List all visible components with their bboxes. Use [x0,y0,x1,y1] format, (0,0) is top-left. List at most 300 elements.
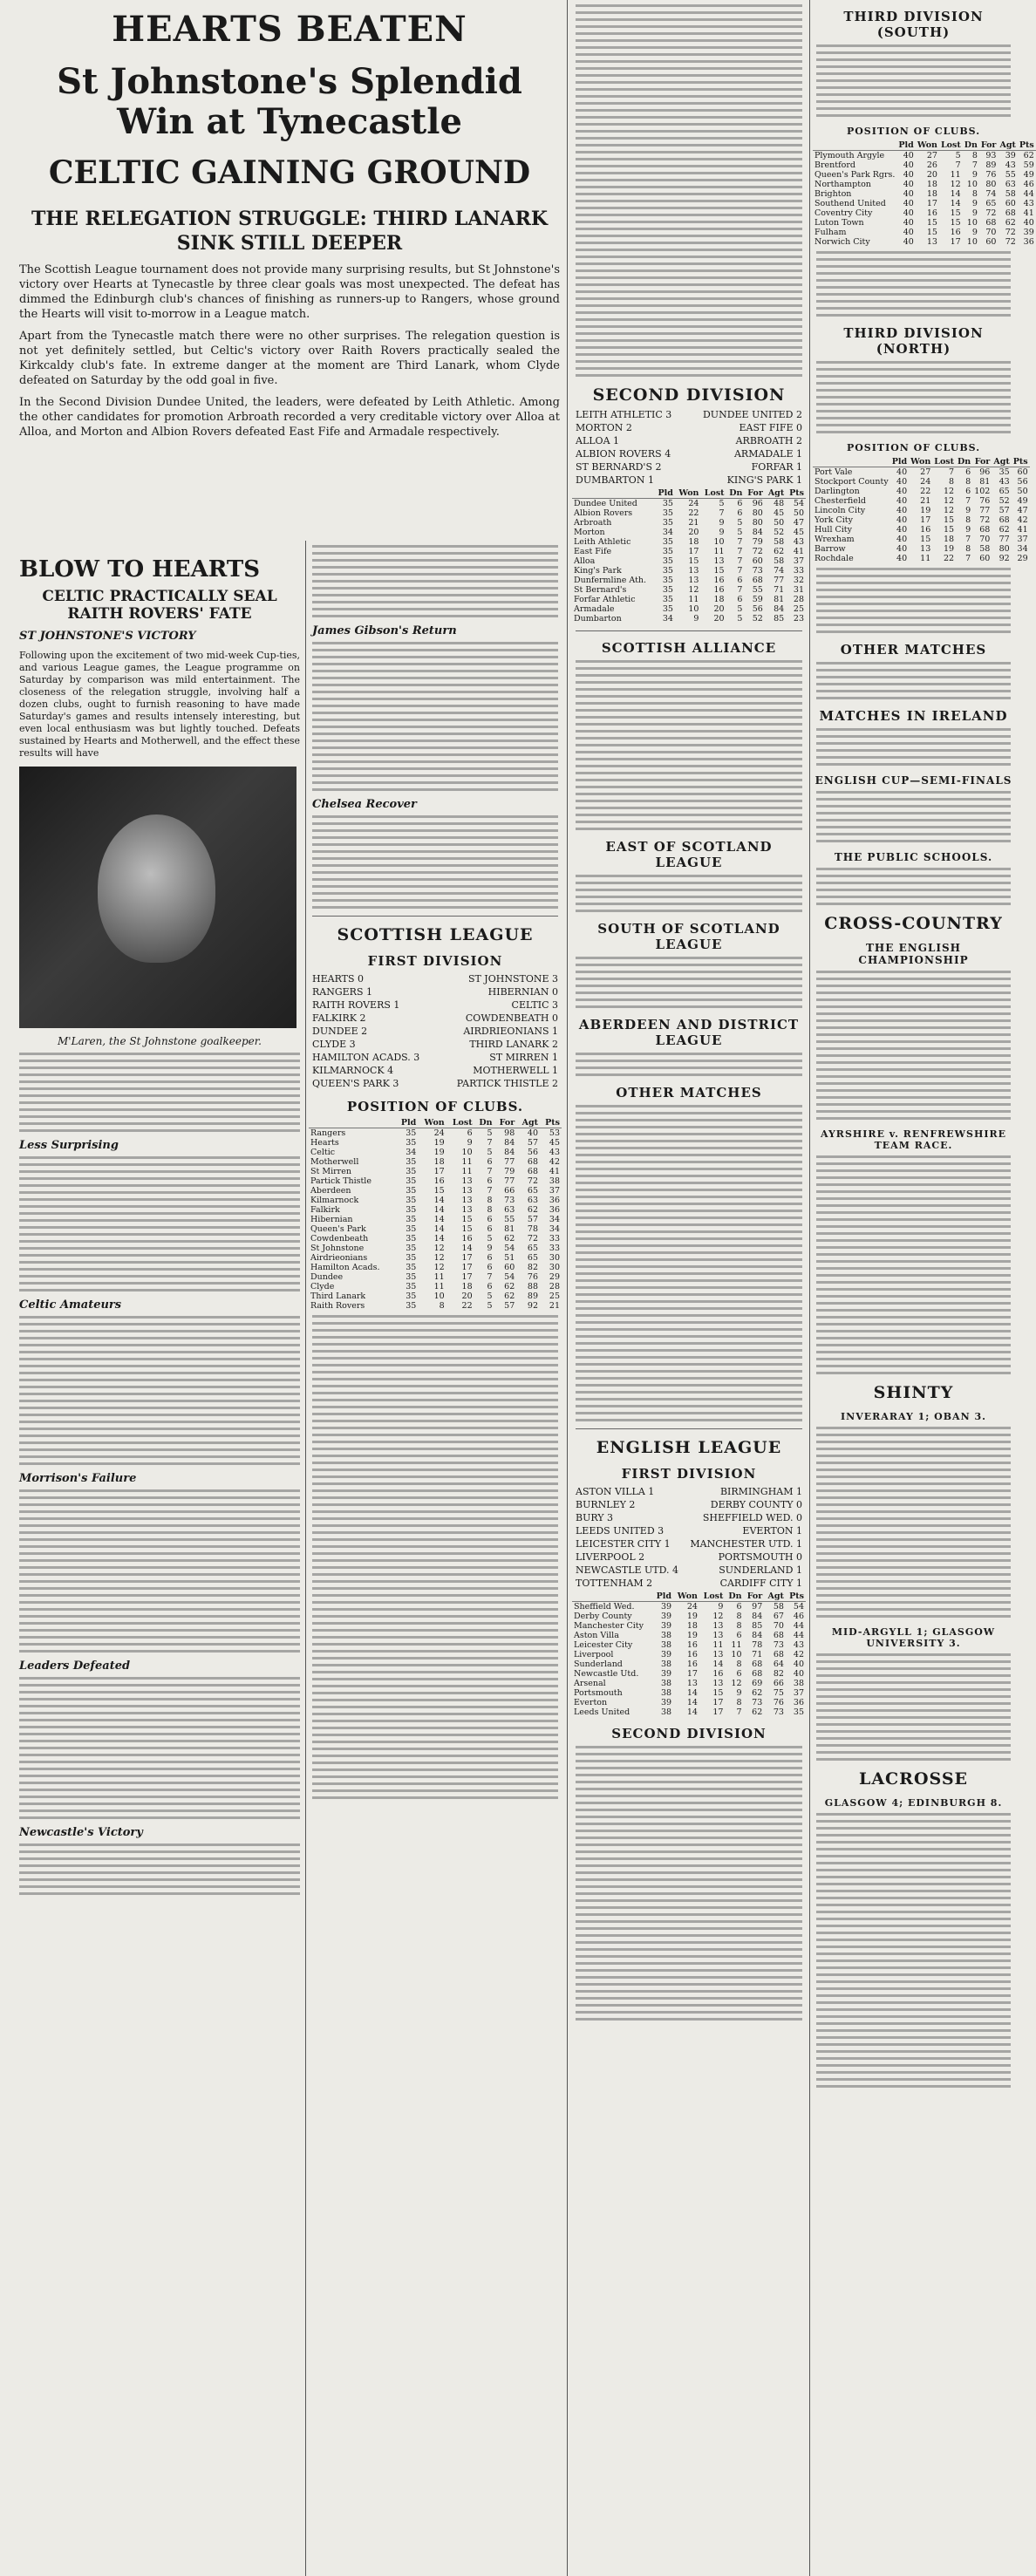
stat-cell: 37 [793,556,804,566]
stat-cell: 97 [752,1602,763,1612]
club-name: St Mirren [310,1167,351,1176]
stat-cell: 7 [487,1167,493,1176]
stat-cell: 68 [985,218,997,228]
stat-cell: 72 [1005,228,1016,237]
stat-cell: 14 [433,1205,445,1215]
column-header: Lost [700,488,726,499]
stat-cell: 9 [971,228,978,237]
column-header: Pld [891,457,908,467]
stat-cell: 89 [985,160,997,170]
stat-cell: 55 [1005,170,1016,180]
club-name: Arsenal [574,1679,606,1688]
stat-cell: 40 [896,506,908,515]
stat-cell: 35 [406,1301,417,1311]
stat-cell: 35 [406,1205,417,1215]
stat-cell: 62 [504,1291,515,1301]
stat-cell: 40 [896,554,908,563]
stat-cell: 12 [943,496,955,506]
stat-cell: 68 [752,1659,763,1669]
stat-cell: 35 [406,1138,417,1148]
table-row [813,218,1036,228]
division-title: FIRST DIVISION [367,953,503,969]
stat-cell: 5 [955,151,961,160]
stat-cell: 18 [926,180,937,189]
right-column [813,0,1034,2092]
stat-cell: 11 [461,1157,473,1167]
club-name: Hibernian [310,1215,353,1224]
stat-cell: 8 [965,544,971,554]
table-row [572,528,806,537]
stat-cell: 44 [1023,189,1034,199]
table-row [309,1272,562,1282]
club-name: St Johnstone [310,1244,365,1253]
stat-cell: 24 [688,499,699,508]
column-header: For [980,140,997,150]
stat-cell: 33 [793,566,804,576]
stat-cell: 73 [752,1698,763,1707]
table-row [572,518,806,528]
stat-cell: 35 [406,1167,417,1176]
stat-cell: 37 [1017,535,1028,544]
third-south-title: THIRD DIVISION (SOUTH) [843,9,984,40]
column-header: Won [910,457,931,467]
text-block [816,728,1011,766]
positions-title: POSITION OF CLUBS. [846,442,981,453]
table-row [572,537,806,547]
stat-cell: 33 [549,1234,560,1244]
stat-cell: 12 [731,1679,742,1688]
stat-cell: 5 [487,1148,493,1157]
stat-cell: 40 [903,218,914,228]
stat-cell: 88 [527,1282,538,1291]
column-header: Pld [898,140,914,150]
column-header: Lost [446,1118,474,1128]
standings-table [309,1118,562,1311]
stat-cell: 40 [896,467,908,477]
club-name: Alloa [574,556,596,566]
club-name: Falkirk [310,1205,340,1215]
stat-cell: 24 [686,1602,698,1612]
stat-cell: 42 [1017,515,1028,525]
stat-cell: 84 [774,604,785,614]
stat-cell: 13 [688,576,699,585]
stat-cell: 34 [1017,544,1028,554]
stat-cell: 74 [985,189,997,199]
stat-cell: 36 [549,1196,560,1205]
club-name: Southend United [814,199,886,208]
stat-cell: 23 [793,614,804,624]
stat-cell: 32 [793,576,804,585]
stat-cell: 9 [487,1244,493,1253]
result-row [576,474,802,487]
club-name: Cowdenbeath [310,1234,369,1244]
stat-cell: 35 [406,1186,417,1196]
stat-cell: 24 [433,1128,445,1138]
alliance-title: SCOTTISH ALLIANCE [601,640,777,656]
stat-cell: 63 [527,1196,538,1205]
table-row [813,228,1036,237]
column-header [572,1591,652,1602]
home-team: ALLOA 1 [576,435,620,446]
result-row [312,1025,558,1038]
table-row [572,566,806,576]
south-scotland-title: SOUTH OF SCOTLAND LEAGUE [597,921,780,952]
stat-cell: 72 [527,1176,538,1186]
result-row [312,1012,558,1025]
stat-cell: 16 [713,576,725,585]
section-heading: James Gibson's Return [312,624,457,637]
stat-cell: 8 [965,515,971,525]
club-name: Clyde [310,1282,335,1291]
column-header: Lost [699,1591,725,1602]
stat-cell: 81 [504,1224,515,1234]
stat-cell: 40 [903,189,914,199]
column-rule [567,0,568,2576]
stat-cell: 19 [433,1138,445,1148]
stat-cell: 89 [527,1291,538,1301]
stat-cell: 16 [920,525,931,535]
stat-cell: 35 [662,585,673,595]
column-header: Lost [940,140,961,150]
result-row [576,460,802,474]
stat-cell: 60 [985,237,997,247]
stat-cell: 79 [504,1167,515,1176]
stat-cell: 60 [504,1263,515,1272]
stat-cell: 9 [736,1688,742,1698]
stat-cell: 72 [1005,237,1016,247]
club-name: Forfar Athletic [574,595,636,604]
stat-cell: 93 [985,151,997,160]
section-heading: ST JOHNSTONE'S VICTORY [19,630,196,643]
stat-cell: 73 [773,1640,784,1650]
stat-cell: 22 [943,554,955,563]
stat-cell: 92 [999,554,1010,563]
stat-cell: 68 [773,1631,784,1640]
stat-cell: 28 [793,595,804,604]
stat-cell: 22 [688,508,699,518]
standings-table [572,488,806,624]
stat-cell: 68 [999,515,1010,525]
stat-cell: 78 [752,1640,763,1650]
stat-cell: 102 [974,487,991,496]
stat-cell: 14 [686,1688,698,1698]
stat-cell: 20 [688,528,699,537]
club-name: King's Park [574,566,622,576]
results-list [572,1485,806,1590]
stat-cell: 14 [712,1659,724,1669]
result-row [312,1051,558,1064]
stat-cell: 35 [406,1272,417,1282]
stat-cell: 13 [686,1679,698,1688]
home-team: DUNDEE 2 [312,1026,368,1037]
column-header: Won [917,140,937,150]
table-row [572,1688,806,1698]
club-name: Rangers [310,1128,346,1138]
section-heading: Less Surprising [19,1139,119,1152]
result-row [576,447,802,460]
club-name: Northampton [814,180,871,189]
table-row [572,585,806,595]
club-name: Lincoln City [814,506,866,515]
stat-cell: 11 [433,1282,445,1291]
article-text: Following upon the excitement of two mid-week Cup-ties, and various League games, the League programme on Saturday by comparison was mild entertainment. The closeness of the relegation struggle, involving half a dozen clubs, ought to furnish reasoning to have made Saturday's games and results intensely interesting, but even local enthusiasm was but lightly touched. Defeats sustained by Hearts and Motherwell, and the effect these results will have [19,650,300,759]
stat-cell: 17 [461,1272,473,1282]
stat-cell: 17 [950,237,961,247]
stat-cell: 21 [688,518,699,528]
table-row [309,1128,562,1139]
table-row [813,525,1030,535]
stat-cell: 82 [773,1669,784,1679]
stat-cell: 52 [999,496,1010,506]
column-rule [305,541,306,2576]
stat-cell: 13 [712,1631,724,1640]
match-report [576,4,802,377]
stat-cell: 80 [752,508,763,518]
home-team: CLYDE 3 [312,1039,356,1050]
home-team: ASTON VILLA 1 [576,1486,655,1497]
stat-cell: 13 [461,1186,473,1196]
goalkeeper-photo [19,767,296,1028]
stat-cell: 8 [971,151,978,160]
stat-cell: 36 [793,1698,804,1707]
stat-cell: 9 [693,614,699,624]
column-header: Agt [764,1591,786,1602]
stat-cell: 40 [793,1669,804,1679]
stat-cell: 67 [773,1612,784,1621]
result-row [576,1577,802,1590]
stat-cell: 13 [461,1196,473,1205]
away-team: PARTICK THISTLE 2 [456,1078,558,1089]
stat-cell: 18 [943,535,955,544]
stat-cell: 74 [774,566,785,576]
column-header: Agt [999,140,1016,150]
table-row [813,160,1036,170]
home-team: BURY 3 [576,1512,614,1523]
stat-cell: 22 [461,1301,473,1311]
english-second-title: SECOND DIVISION [611,1726,767,1741]
standings-table [813,140,1036,247]
stat-cell: 17 [712,1707,724,1717]
other-matches-title: OTHER MATCHES [616,1085,762,1101]
away-team: CELTIC 3 [511,999,558,1011]
stat-cell: 7 [736,1707,742,1717]
stat-cell: 28 [549,1282,560,1291]
results-list [309,972,562,1090]
section-heading: Newcastle's Victory [19,1826,143,1839]
stat-cell: 39 [1005,151,1016,160]
table-row [309,1234,562,1244]
stat-cell: 7 [965,496,971,506]
text-block [816,251,1011,317]
stat-cell: 68 [979,525,991,535]
stat-cell: 6 [467,1128,473,1138]
stat-cell: 31 [793,585,804,595]
stat-cell: 8 [965,477,971,487]
stat-cell: 7 [719,508,725,518]
stat-cell: 9 [718,1602,724,1612]
stat-cell: 84 [752,528,763,537]
club-name: Brentford [814,160,855,170]
stat-cell: 9 [971,170,978,180]
club-name: Queen's Park [310,1224,366,1234]
stat-cell: 38 [660,1707,672,1717]
result-row [576,1564,802,1577]
stat-cell: 58 [1005,189,1016,199]
english-cup-title: ENGLISH CUP—SEMI-FINALS [814,774,1012,787]
stat-cell: 96 [752,499,763,508]
stat-cell: 5 [487,1234,493,1244]
stat-cell: 15 [688,556,699,566]
stat-cell: 71 [752,1650,763,1659]
club-name: Third Lanark [310,1291,366,1301]
club-name: Hearts [310,1138,339,1148]
stat-cell: 35 [662,537,673,547]
article-column-2 [309,541,562,1803]
stat-cell: 45 [774,508,785,518]
stat-cell: 76 [985,170,997,180]
text-block [816,1155,1011,1374]
home-team: LEITH ATHLETIC 3 [576,409,672,420]
stat-cell: 66 [504,1186,515,1196]
club-name: Derby County [574,1612,632,1621]
column-header: Agt [765,488,786,499]
stat-cell: 15 [950,218,961,228]
club-name: Arbroath [574,518,612,528]
table-row [309,1291,562,1301]
stat-cell: 77 [774,576,785,585]
column-header: Dn [474,1118,494,1128]
table-row [813,477,1030,487]
result-row [312,1038,558,1051]
stat-cell: 15 [950,208,961,218]
text-block [576,957,802,1008]
home-team: HEARTS 0 [312,973,365,985]
stat-cell: 55 [504,1215,515,1224]
table-row [813,151,1036,161]
stat-cell: 7 [487,1186,493,1196]
stat-cell: 5 [737,518,743,528]
table-row [572,547,806,556]
stat-cell: 6 [487,1224,493,1234]
stat-cell: 39 [660,1612,672,1621]
table-row [572,1640,806,1650]
stat-cell: 80 [985,180,997,189]
table-row [572,1669,806,1679]
club-name: Brighton [814,189,852,199]
stat-cell: 16 [686,1650,698,1659]
away-team: ST MIRREN 1 [489,1052,558,1063]
stat-cell: 15 [461,1224,473,1234]
column-header: Pld [655,488,675,499]
stat-cell: 40 [903,160,914,170]
stat-cell: 35 [406,1253,417,1263]
stat-cell: 39 [660,1650,672,1659]
stat-cell: 60 [752,556,763,566]
stat-cell: 5 [487,1301,493,1311]
stat-cell: 18 [686,1621,698,1631]
club-name: Airdrieonians [310,1253,368,1263]
stat-cell: 14 [433,1215,445,1224]
shinty-match: MID-ARGYLL 1; GLASGOW UNIVERSITY 3. [831,1626,996,1649]
club-name: Plymouth Argyle [814,151,885,160]
intro-paragraph: Apart from the Tynecastle match there were no other surprises. The relegation question is not yet definitely settled, but Celtic's victory over Raith Rovers practically sealed the Kirkcaldy club's fate. In extreme danger at the moment are Third Lanark, whom Clyde defeated on Saturday by the odd goal in five. [19,330,560,387]
stat-cell: 57 [504,1301,515,1311]
stat-cell: 68 [1005,208,1016,218]
table-row [572,1679,806,1688]
club-name: Sunderland [574,1659,623,1669]
home-team: QUEEN'S PARK 3 [312,1078,399,1089]
article-column-1 [16,541,303,1899]
stat-cell: 27 [926,151,937,160]
stat-cell: 14 [433,1224,445,1234]
result-row [576,421,802,434]
stat-cell: 15 [943,525,955,535]
stat-cell: 5 [487,1291,493,1301]
away-team: CARDIFF CITY 1 [719,1578,802,1589]
stat-cell: 10 [461,1148,473,1157]
stat-cell: 8 [736,1659,742,1669]
table-row [572,604,806,614]
stat-cell: 5 [487,1128,493,1138]
table-row [572,556,806,566]
second-division-title: SECOND DIVISION [592,385,786,405]
divider [576,630,802,631]
stat-cell: 6 [965,467,971,477]
stat-cell: 12 [943,506,955,515]
stat-cell: 8 [736,1698,742,1707]
stat-cell: 54 [793,1602,804,1612]
stat-cell: 17 [686,1669,698,1679]
stat-cell: 85 [774,614,785,624]
stat-cell: 10 [433,1291,445,1301]
stat-cell: 6 [965,487,971,496]
stat-cell: 35 [662,595,673,604]
stat-cell: 19 [433,1148,445,1157]
stat-cell: 43 [549,1148,560,1157]
stat-cell: 35 [406,1263,417,1272]
stat-cell: 33 [549,1244,560,1253]
english-league-title: ENGLISH LEAGUE [596,1438,782,1457]
english-division-title: FIRST DIVISION [621,1466,757,1482]
stat-cell: 36 [549,1205,560,1215]
stat-cell: 44 [793,1621,804,1631]
text-block [816,44,1011,117]
club-name: Darlington [814,487,860,496]
text-block [816,1427,1011,1618]
stat-cell: 7 [965,554,971,563]
stat-cell: 17 [461,1263,473,1272]
column-header: Won [673,1591,699,1602]
table-row [309,1224,562,1234]
stat-cell: 41 [1017,525,1028,535]
column-header [309,1118,396,1128]
home-team: KILMARNOCK 4 [312,1065,394,1076]
lacrosse-title: LACROSSE [858,1769,969,1789]
text-block [816,791,1011,842]
club-name: Fulham [814,228,847,237]
relegation-headline: THE RELEGATION STRUGGLE: THIRD LANARK SINK STILL DEEPER [31,208,549,255]
stat-cell: 15 [920,535,931,544]
stat-cell: 43 [1005,160,1016,170]
stat-cell: 41 [549,1167,560,1176]
stat-cell: 40 [1023,218,1034,228]
stat-cell: 13 [461,1176,473,1186]
table-row [813,208,1036,218]
away-team: MOTHERWELL 1 [473,1065,558,1076]
stat-cell: 15 [943,515,955,525]
stat-cell: 8 [971,189,978,199]
club-name: Chesterfield [814,496,866,506]
